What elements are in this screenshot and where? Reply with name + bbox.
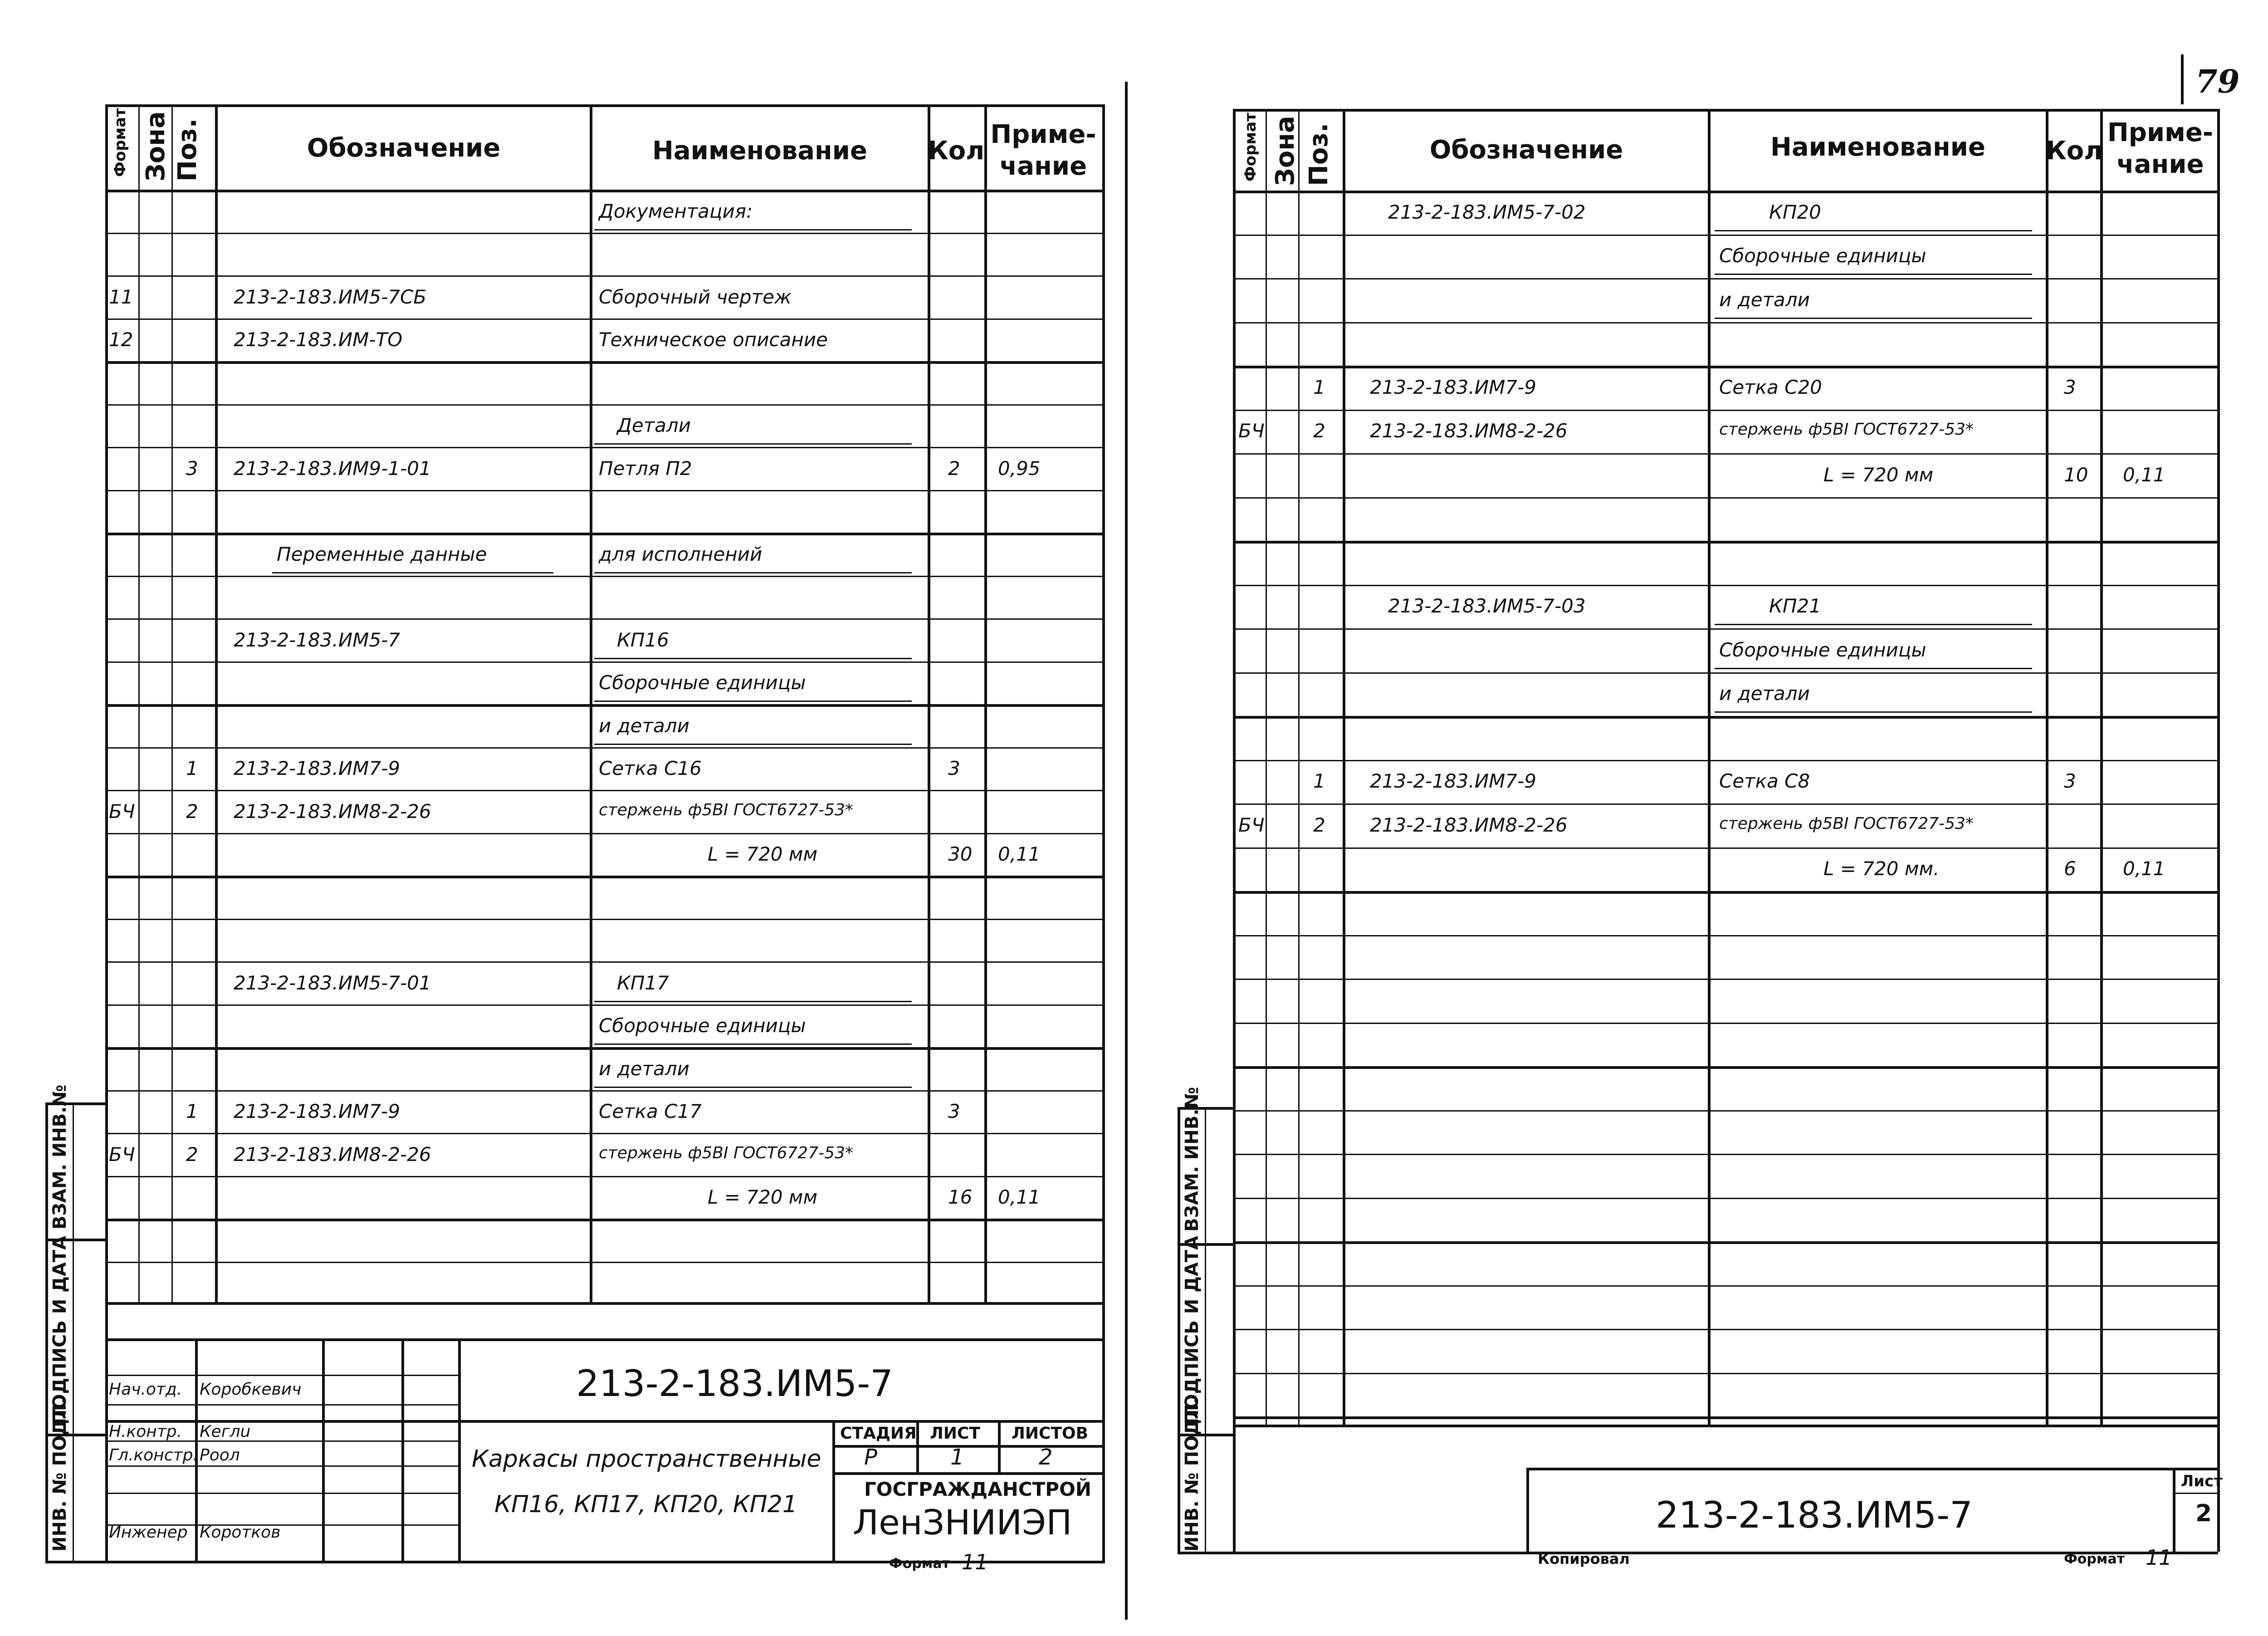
- row-name: и детали: [599, 1057, 689, 1080]
- row-name: и детали: [1719, 682, 1810, 705]
- row-format: БЧ: [1238, 813, 1265, 836]
- row-position: 3: [186, 457, 198, 480]
- page-number: 79: [2195, 63, 2240, 100]
- row-name: КП20: [1769, 201, 1821, 223]
- sheets-label: ЛИСТОВ: [1012, 1424, 1089, 1443]
- side-label-inv-podl-right: ИНВ. № ПОДЛ.: [1182, 1397, 1202, 1552]
- row-designation: 213-2-183.ИМ8-2-26: [234, 800, 431, 823]
- header-qty: Кол: [928, 136, 985, 166]
- row-name: Техническое описание: [599, 328, 828, 351]
- row-quantity: 3: [2064, 376, 2076, 398]
- row-designation: 213-2-183.ИМ5-7-02: [1388, 201, 1586, 223]
- header-designation: Обозначение: [307, 133, 501, 163]
- title-line-1: Каркасы пространственные: [472, 1445, 821, 1473]
- row-designation: 213-2-183.ИМ5-7-01: [234, 971, 431, 994]
- row-designation: 213-2-183.ИМ8-2-26: [234, 1143, 431, 1166]
- stage-label: СТАДИЯ: [840, 1424, 917, 1443]
- row-quantity: 2: [948, 457, 960, 480]
- sheets-value: 2: [1039, 1445, 1053, 1470]
- row-designation: Переменные данные: [277, 543, 487, 565]
- row-name: Сборочные единицы: [599, 671, 806, 694]
- copied-label: Копировал: [1538, 1550, 1630, 1567]
- side-label-vzam-inv-right: ВЗАМ. ИНВ.№: [1182, 1087, 1202, 1232]
- side-label-inv-podl: ИНВ. № ПОДЛ.: [49, 1397, 70, 1552]
- row-name: для исполнений: [599, 543, 763, 565]
- signer-name: Кеглu: [200, 1422, 251, 1441]
- row-quantity: 3: [948, 757, 960, 779]
- header-format: Формат: [111, 108, 129, 177]
- row-format: 11: [109, 285, 133, 308]
- row-name: Сборочные единицы: [1719, 245, 1926, 267]
- stage-value: Р: [864, 1445, 877, 1470]
- row-note: 0,11: [998, 843, 1041, 865]
- side-label-podpis-data-right: ПОДПИСЬ И ДАТА: [1182, 1235, 1202, 1425]
- header-format-right: Формат: [1242, 113, 1260, 181]
- row-name: КП16: [617, 628, 669, 651]
- header-note: Приме- чание: [990, 120, 1096, 181]
- row-quantity: 30: [948, 843, 973, 865]
- row-designation: 213-2-183.ИМ5-7-03: [1388, 595, 1586, 617]
- format-label-left: Формат: [889, 1556, 950, 1572]
- row-position: 1: [186, 1100, 198, 1122]
- right-sheet-value: 2: [2195, 1500, 2212, 1527]
- header-zone-right: Зона: [1271, 116, 1300, 186]
- row-name: Сетка С16: [599, 757, 702, 779]
- row-name: Сборочные единицы: [1719, 638, 1926, 661]
- header-qty-right: Кол: [2046, 136, 2103, 166]
- row-quantity: 6: [2064, 857, 2076, 880]
- signer-name: Коротков: [200, 1523, 281, 1542]
- row-quantity: 10: [2064, 463, 2088, 486]
- format-label-right: Формат: [2064, 1551, 2125, 1567]
- row-format: БЧ: [109, 1143, 135, 1166]
- signer-name: Коробкевич: [200, 1380, 302, 1399]
- row-designation: 213-2-183.ИМ7-9: [1370, 770, 1536, 792]
- row-name: и детали: [599, 714, 689, 737]
- header-pos: Поз.: [173, 118, 202, 181]
- row-name: Детали: [617, 414, 691, 436]
- row-position: 1: [1313, 770, 1325, 792]
- row-designation: 213-2-183.ИМ9-1-01: [234, 457, 431, 480]
- title-block-code: 213-2-183.ИМ5-7: [576, 1362, 893, 1405]
- row-name: Сетка С8: [1719, 770, 1810, 792]
- row-quantity: 3: [2064, 770, 2076, 792]
- row-name: КП17: [617, 971, 669, 994]
- row-format: БЧ: [109, 800, 135, 823]
- row-name: Сетка С17: [599, 1100, 702, 1122]
- row-quantity: 16: [948, 1186, 973, 1208]
- header-designation-right: Обозначение: [1429, 135, 1623, 165]
- signer-role: Н.контр.: [109, 1422, 182, 1441]
- org-name-1: ГОСГРАЖДАНСТРОЙ: [864, 1478, 1091, 1500]
- right-code: 213-2-183.ИМ5-7: [1656, 1494, 1973, 1536]
- row-position: 2: [1313, 813, 1325, 836]
- row-designation: 213-2-183.ИМ8-2-26: [1370, 813, 1568, 836]
- row-designation: 213-2-183.ИМ5-7СБ: [234, 285, 427, 308]
- signer-name: Роол: [200, 1446, 240, 1465]
- format-value-left: 11: [962, 1550, 988, 1574]
- signer-role: Нач.отд.: [109, 1380, 182, 1399]
- header-pos-right: Поз.: [1304, 122, 1334, 186]
- sheet-value: 1: [950, 1445, 964, 1470]
- row-format: 12: [109, 328, 133, 351]
- row-designation: 213-2-183.ИМ8-2-26: [1370, 420, 1568, 442]
- row-name: L = 720 мм: [708, 843, 818, 865]
- header-name-right: Наименование: [1770, 132, 1985, 162]
- row-name: КП21: [1769, 595, 1821, 617]
- row-name: стержень ф5ВI ГОСТ6727-53*: [1719, 814, 1974, 833]
- row-note: 0,11: [998, 1186, 1041, 1208]
- row-name: Сборочный чертеж: [599, 285, 792, 308]
- row-designation: 213-2-183.ИМ7-9: [1370, 376, 1536, 398]
- right-sheet-label: Лист: [2181, 1472, 2223, 1490]
- row-designation: 213-2-183.ИМ7-9: [234, 757, 400, 779]
- signer-role: Гл.констр.: [109, 1446, 198, 1465]
- row-note: 0,95: [998, 457, 1041, 480]
- row-name: стержень ф5ВI ГОСТ6727-53*: [599, 1143, 853, 1162]
- row-quantity: 3: [948, 1100, 960, 1122]
- row-note: 0,11: [2123, 857, 2165, 880]
- org-name-2: ЛенЗНИИЭП: [853, 1502, 1072, 1543]
- sheet-label: ЛИСТ: [930, 1424, 981, 1443]
- row-designation: 213-2-183.ИМ7-9: [234, 1100, 400, 1122]
- row-position: 2: [186, 800, 198, 823]
- side-label-podpis-data: ПОДПИСЬ И ДАТА: [49, 1235, 70, 1425]
- header-note-right: Приме- чание: [2107, 118, 2214, 179]
- title-line-2: КП16, КП17, КП20, КП21: [494, 1491, 797, 1518]
- row-name: L = 720 мм.: [1823, 857, 1940, 880]
- header-zone: Зона: [141, 111, 171, 181]
- row-position: 1: [1313, 376, 1325, 398]
- row-position: 2: [1313, 420, 1325, 442]
- row-name: стержень ф5ВI ГОСТ6727-53*: [599, 800, 853, 819]
- row-designation: 213-2-183.ИМ-ТО: [234, 328, 403, 351]
- row-name: и детали: [1719, 288, 1810, 311]
- row-name: L = 720 мм: [1823, 463, 1934, 486]
- row-note: 0,11: [2123, 463, 2165, 486]
- row-name: Петля П2: [599, 457, 692, 480]
- header-name: Наименование: [652, 136, 867, 166]
- row-name: L = 720 мм: [708, 1186, 818, 1208]
- row-designation: 213-2-183.ИМ5-7: [234, 628, 400, 651]
- row-name: стержень ф5ВI ГОСТ6727-53*: [1719, 420, 1974, 439]
- signer-role: Инженер: [109, 1523, 188, 1542]
- row-name: Сетка С20: [1719, 376, 1822, 398]
- side-label-vzam-inv: ВЗАМ. ИНВ.№: [49, 1084, 70, 1229]
- row-position: 1: [186, 757, 198, 779]
- row-name: Документация:: [599, 200, 753, 222]
- row-format: БЧ: [1238, 420, 1265, 442]
- row-name: Сборочные единицы: [599, 1014, 806, 1037]
- format-value-right: 11: [2146, 1545, 2172, 1570]
- row-position: 2: [186, 1143, 198, 1166]
